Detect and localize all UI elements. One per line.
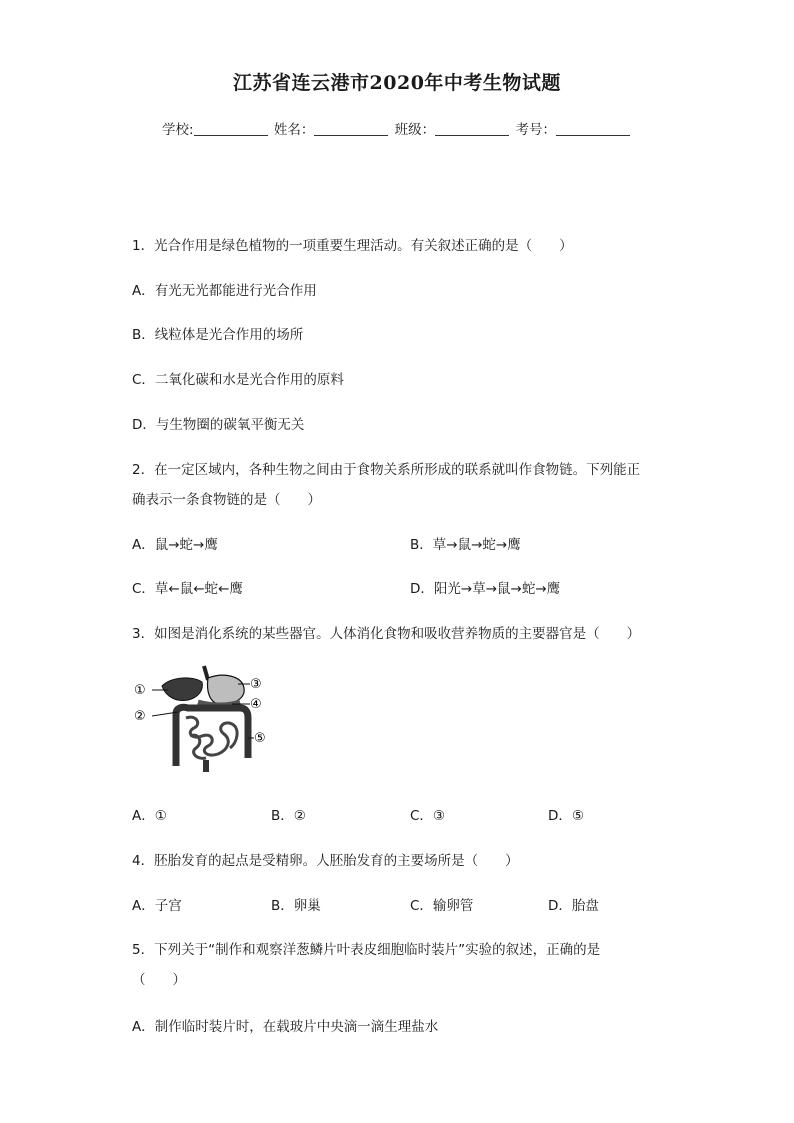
question-5-stem-line-1: 5．下列关于“制作和观察洋葱鳞片叶表皮细胞临时装片”实验的叙述，正确的是 (132, 942, 601, 958)
figure-label-3: ③ (250, 677, 262, 692)
figure-label-4: ④ (250, 697, 262, 712)
question-1-stem: 1．光合作用是绿色植物的一项重要生理活动。有关叙述正确的是（ ） (132, 238, 573, 254)
exam-number-blank[interactable] (556, 121, 630, 136)
name-blank[interactable] (314, 121, 388, 136)
question-4-option-c: C．输卵管 (410, 898, 474, 914)
question-2-option-b: B．草→鼠→蛇→鹰 (410, 537, 521, 553)
question-3-stem: 3．如图是消化系统的某些器官。人体消化食物和吸收营养物质的主要器官是（ ） (132, 626, 641, 642)
question-3-option-a: A．① (132, 808, 167, 824)
question-3-option-c: C．③ (410, 808, 446, 824)
class-label: 班级： (394, 122, 436, 138)
student-info-row (0, 118, 794, 138)
digestive-organs-illustration (132, 662, 272, 774)
question-2-option-a: A．鼠→蛇→鹰 (132, 537, 218, 553)
page-title: 江苏省连云港市2020年中考生物试题 (233, 72, 561, 94)
question-1-option-c: C．二氧化碳和水是光合作用的原料 (132, 372, 344, 388)
question-4-option-a: A．子宫 (132, 898, 182, 914)
question-2-option-d: D．阳光→草→鼠→蛇→鹰 (410, 581, 561, 597)
question-3-option-d: D．⑤ (548, 808, 584, 824)
school-blank[interactable] (194, 121, 268, 136)
question-5-option-a: A．制作临时装片时，在载玻片中央滴一滴生理盐水 (132, 1019, 439, 1035)
question-4-stem: 4．胚胎发育的起点是受精卵。人胚胎发育的主要场所是（ ） (132, 853, 519, 869)
question-5-stem-line-2: （ ） (132, 972, 186, 988)
question-4-option-d: D．胎盘 (548, 898, 599, 914)
question-3-option-b: B．② (271, 808, 306, 824)
digestive-system-figure (132, 662, 272, 774)
school-label: 学校: (162, 122, 194, 138)
question-1-option-b: B．线粒体是光合作用的场所 (132, 327, 304, 343)
question-4-option-b: B．卵巢 (271, 898, 321, 914)
figure-label-2: ② (134, 709, 146, 724)
question-2-stem-line-2: 确表示一条食物链的是（ ） (132, 492, 321, 508)
question-1-option-d: D．与生物圈的碳氧平衡无关 (132, 417, 305, 433)
figure-label-1: ① (134, 683, 146, 698)
class-blank[interactable] (435, 121, 509, 136)
name-label: 姓名： (273, 122, 315, 138)
figure-label-5: ⑤ (254, 731, 266, 746)
question-2-option-c: C．草←鼠←蛇←鹰 (132, 581, 243, 597)
exam-number-label: 考号： (515, 122, 556, 138)
question-2-stem-line-1: 2．在一定区域内，各种生物之间由于食物关系所形成的联系就叫作食物链。下列能正 (132, 462, 641, 478)
question-1-option-a: A．有光无光都能进行光合作用 (132, 283, 317, 299)
